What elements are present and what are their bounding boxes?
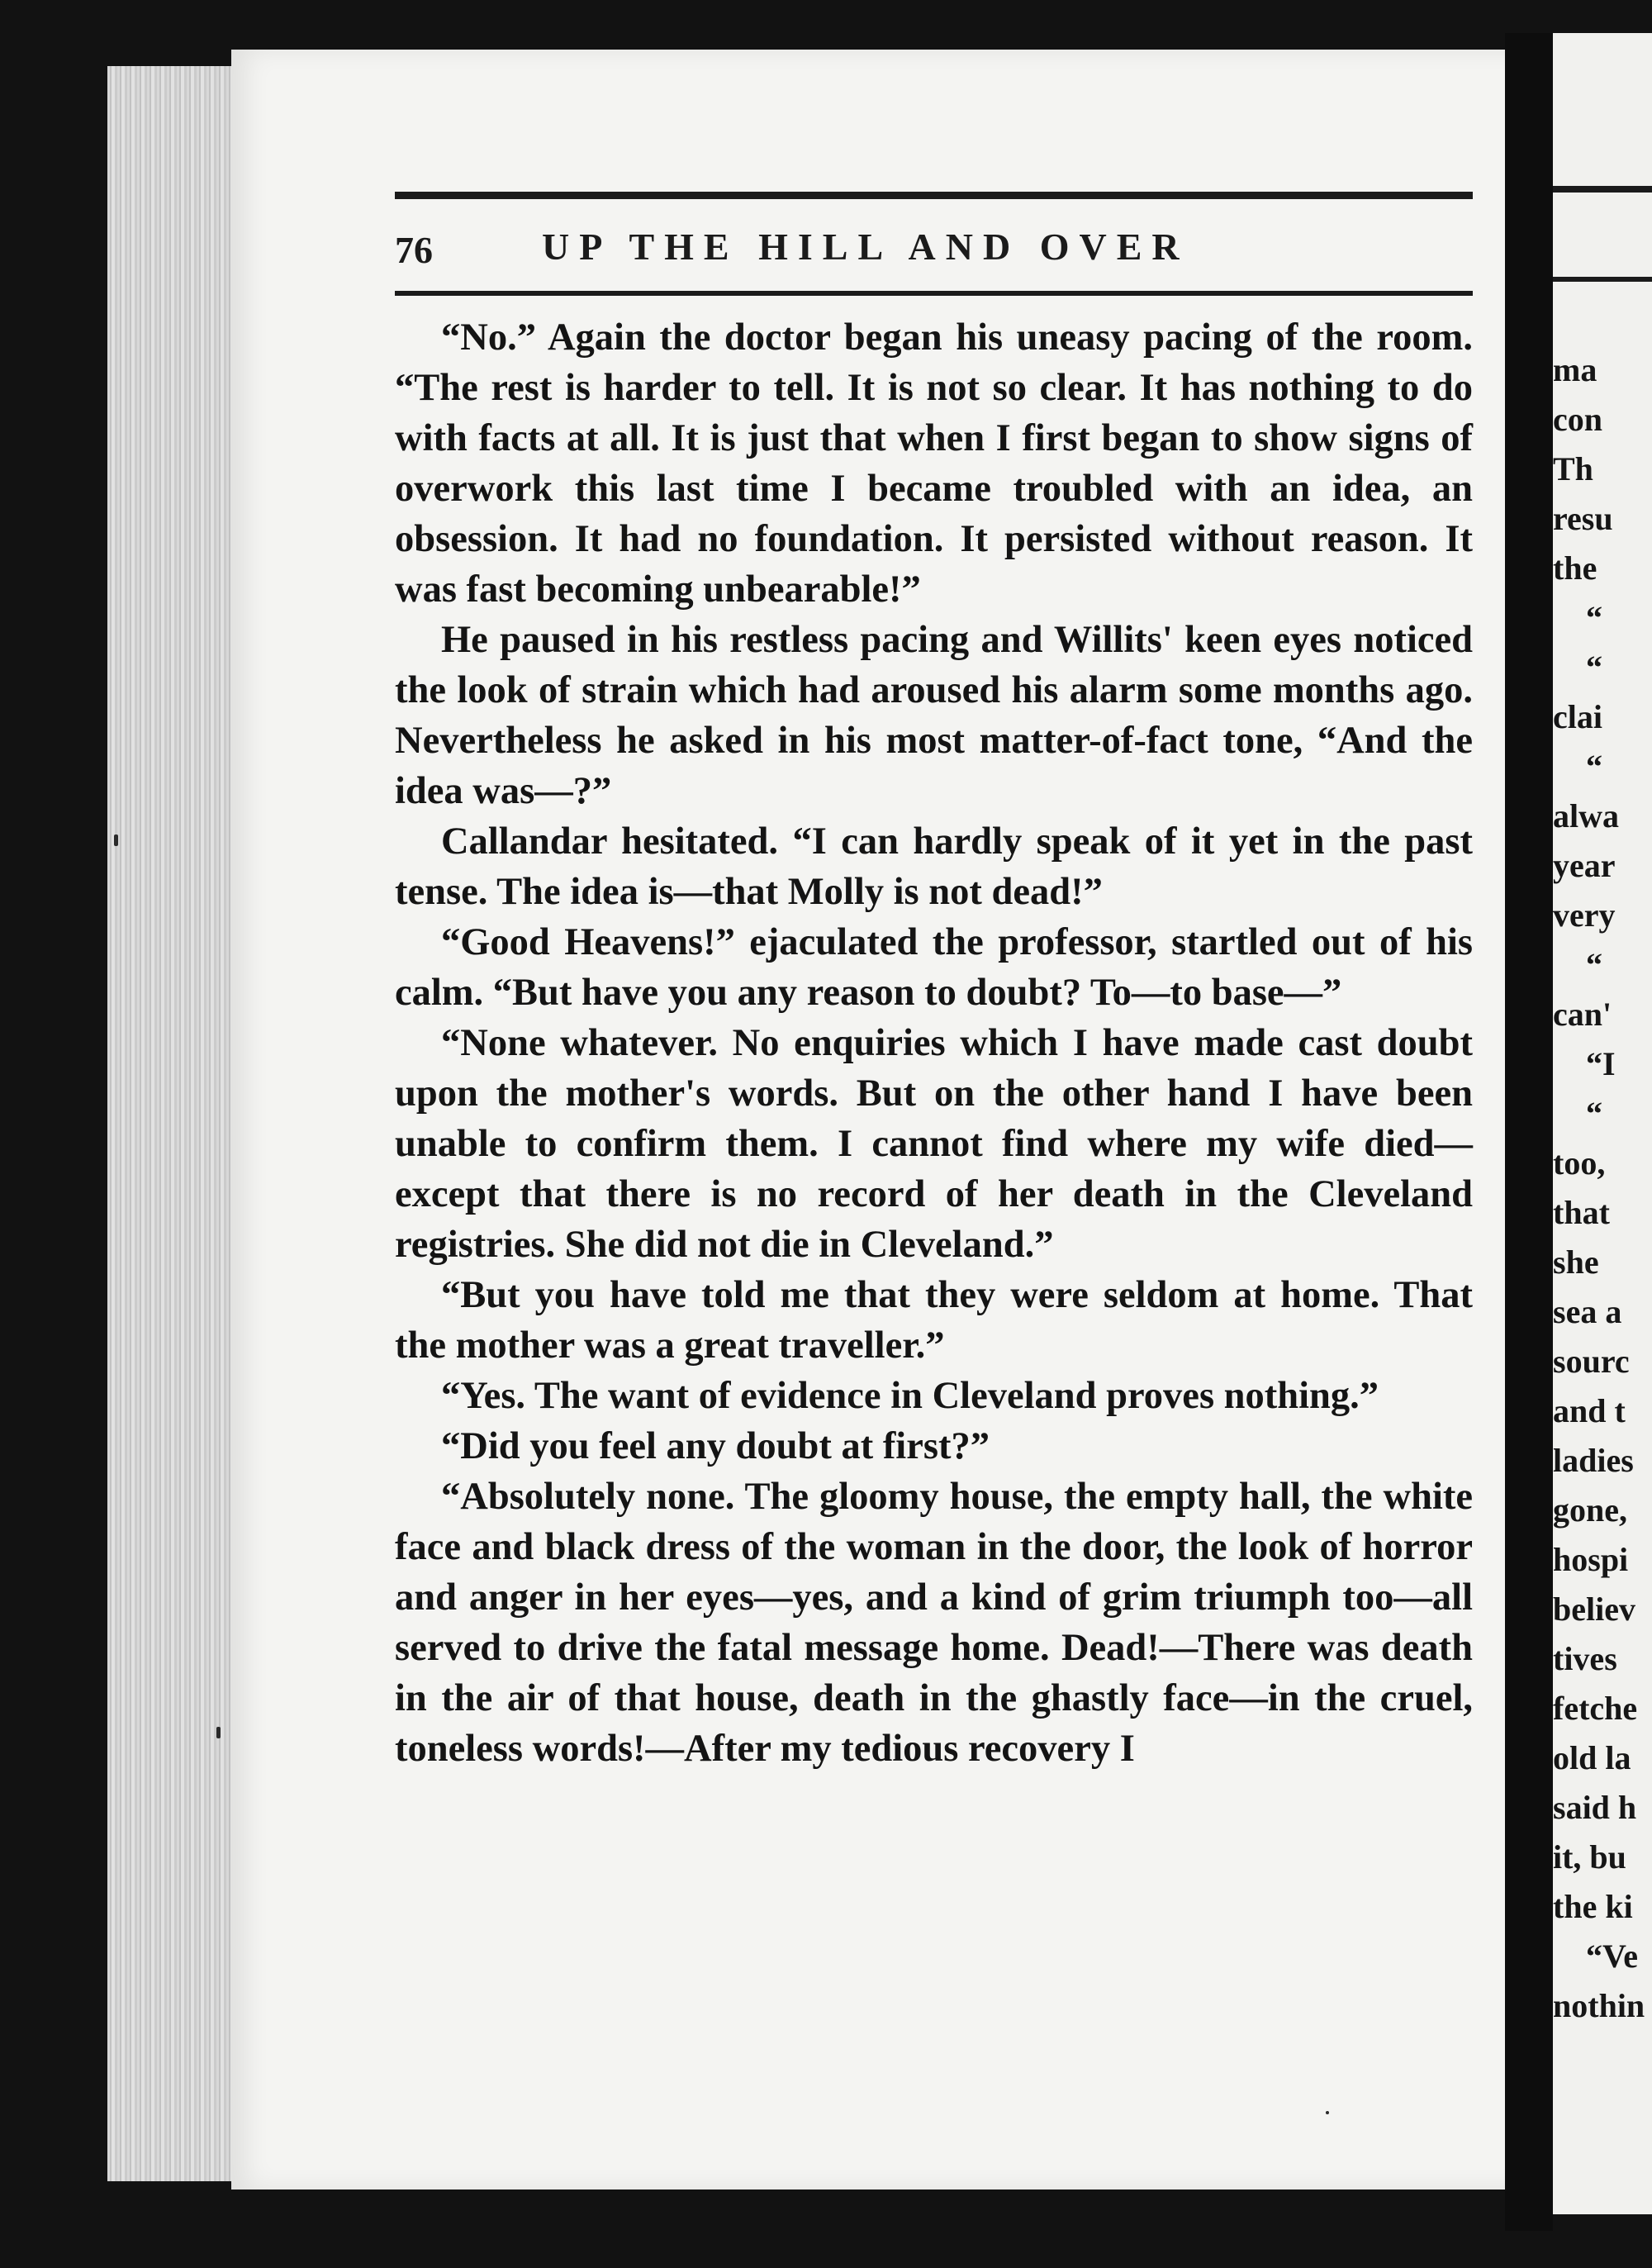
facing-header-rule-lower [1553, 277, 1652, 282]
facing-line: ma [1553, 351, 1597, 388]
facing-line: con [1553, 401, 1602, 438]
facing-line: the [1553, 549, 1597, 587]
facing-line: sea a [1553, 1293, 1622, 1330]
book-gutter [1505, 33, 1553, 2231]
facing-line: nothin [1553, 1987, 1645, 2024]
facing-line: “Ve [1586, 1938, 1638, 1975]
scan-speck [114, 834, 118, 846]
facing-line: it, bu [1553, 1838, 1626, 1876]
facing-line: and t [1553, 1392, 1626, 1429]
running-title: UP THE HILL AND OVER [542, 226, 1189, 268]
facing-line: “ [1586, 649, 1602, 686]
facing-line: ladies [1553, 1442, 1634, 1479]
facing-line: very [1553, 896, 1616, 934]
facing-line: believ [1553, 1590, 1635, 1628]
facing-line: clai [1553, 698, 1602, 735]
facing-line: “ [1586, 1095, 1602, 1132]
facing-line: said h [1553, 1789, 1637, 1826]
facing-line: she [1553, 1243, 1599, 1281]
paragraph: “None whatever. No enquiries which I have made cast doubt upon the mother's words. But on the other hand I have been unable to confirm them. I cannot find where my wife died—except that there is no record of her death in the Cleveland registries. She did not die in Cleveland.” [395, 1022, 1473, 1266]
facing-line: can' [1553, 996, 1612, 1033]
paragraph: “Did you feel any doubt at first?” [441, 1425, 990, 1467]
book-page-edges [107, 66, 240, 2181]
facing-line: alwa [1553, 797, 1619, 834]
facing-line: year [1553, 847, 1616, 884]
facing-line: gone, [1553, 1491, 1627, 1529]
facing-line: “ [1586, 946, 1602, 983]
scan-speck [216, 1727, 221, 1738]
running-header [395, 225, 1469, 283]
book-page-right [1553, 33, 1652, 2214]
facing-line: “ [1586, 599, 1602, 636]
facing-line: “I [1586, 1045, 1616, 1082]
facing-page-text [1553, 345, 1652, 2031]
paragraph: “Absolutely none. The gloomy house, the empty hall, the white face and black dress of the woman in the door, the look of horror and anger in her eyes—yes, and a kind of grim triumph too—all served to drive the fatal message home. Dead!—There was death in the air of that house, death in the ghastly face—in the cruel, toneless words!—After my tedious recovery I [395, 1476, 1473, 1770]
facing-line: fetche [1553, 1690, 1638, 1727]
facing-line: the ki [1553, 1888, 1633, 1925]
header-top-rule [395, 192, 1473, 199]
paragraph: “Yes. The want of evidence in Cleveland proves nothing.” [441, 1375, 1379, 1417]
body-text [395, 312, 1473, 1774]
facing-line: sourc [1553, 1343, 1630, 1380]
facing-line: too, [1553, 1144, 1606, 1182]
paragraph: “But you have told me that they were seldom at home. That the mother was a great traveller.” [395, 1274, 1473, 1367]
facing-line: old la [1553, 1739, 1631, 1776]
paragraph: Callandar hesitated. “I can hardly speak of it yet in the past tense. The idea is—that Molly is not dead!” [395, 820, 1473, 913]
facing-line: tives [1553, 1640, 1617, 1677]
facing-line: resu [1553, 500, 1613, 537]
page-number: 76 [395, 229, 433, 271]
facing-line: “ [1586, 748, 1602, 785]
facing-header-rule [1553, 186, 1652, 193]
paragraph: “No.” Again the doctor began his uneasy pacing of the room. “The rest is harder to tell. It is not so clear. It has nothing to do with facts at all. It is just that when I first began to show signs of overwork this last time I became troubled with an idea, an obsession. It had no foundation. It persisted without reason. It was fast becoming unbearable!” [395, 316, 1473, 611]
facing-line: Th [1553, 450, 1593, 487]
scan-speck [1326, 2111, 1329, 2114]
facing-line: that [1553, 1194, 1610, 1231]
facing-line: hospi [1553, 1541, 1629, 1578]
header-bottom-rule [395, 291, 1473, 296]
paragraph: He paused in his restless pacing and Willits' keen eyes noticed the look of strain which had aroused his alarm some months ago. Nevertheless he asked in his most matter-of-fact tone, “And the idea was—?” [395, 619, 1473, 812]
paragraph: “Good Heavens!” ejaculated the professor, startled out of his calm. “But have you any reason to doubt? To—to base—” [395, 921, 1473, 1014]
